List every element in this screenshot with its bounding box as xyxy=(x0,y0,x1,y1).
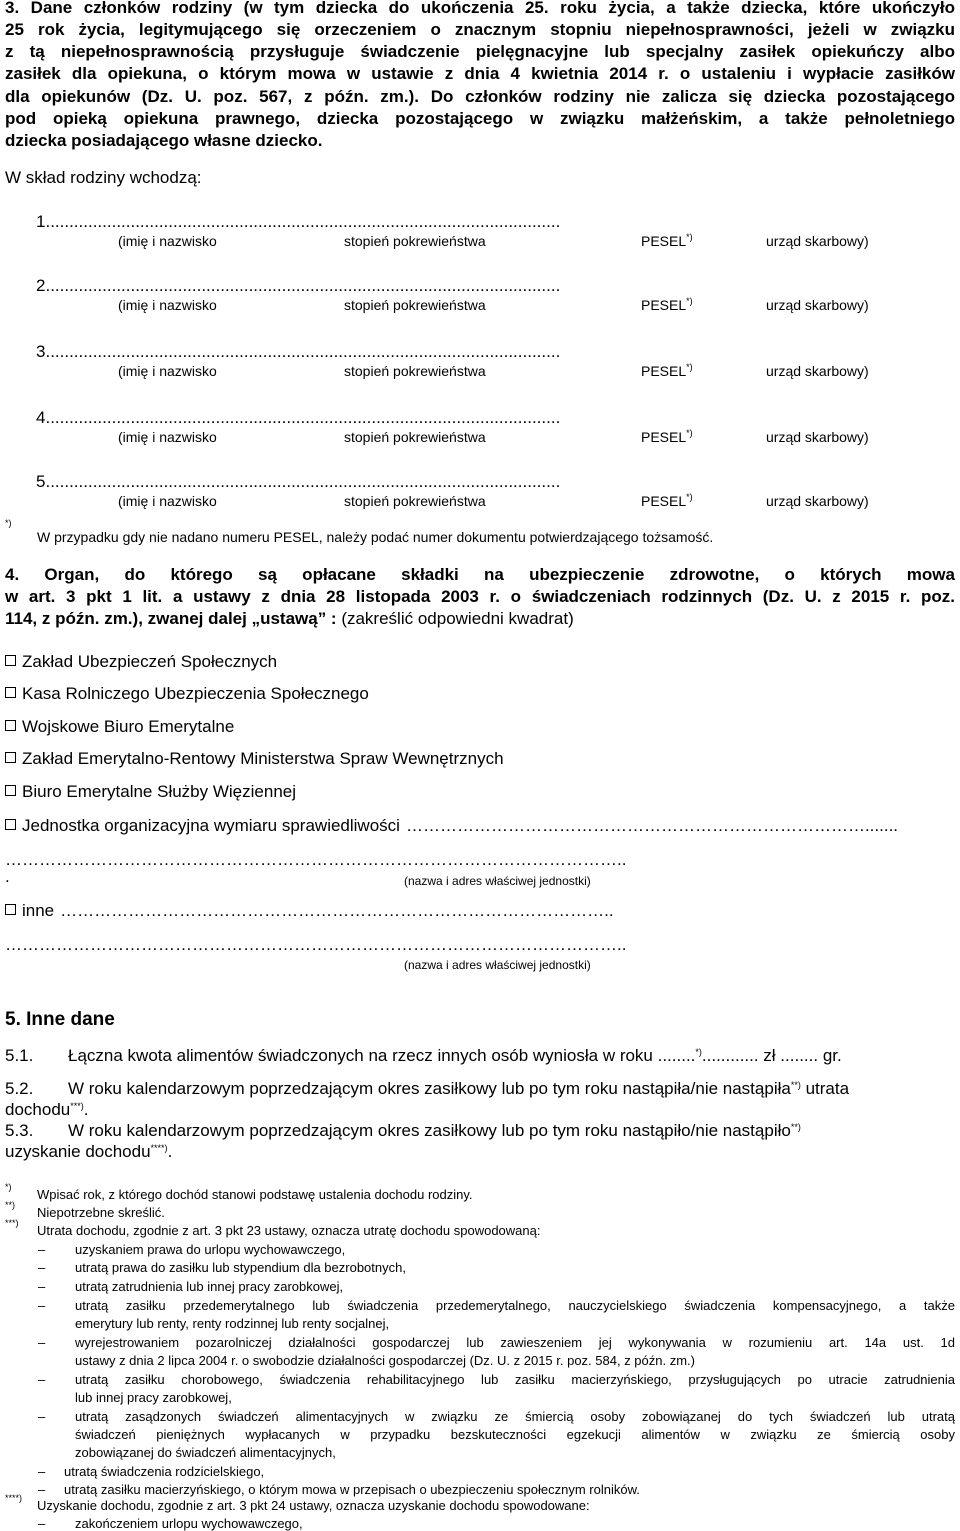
option-bessw[interactable]: Biuro Emerytalne Służby Więziennej xyxy=(5,782,296,802)
dash: – xyxy=(38,1242,46,1257)
footnote-income-loss: Utrata dochodu, zgodnie z art. 3 pkt 23 ustawy, oznacza utratę dochodu spowodowaną: xyxy=(37,1223,541,1238)
list-item: uzyskaniem prawa do urlopu wychowawczego, xyxy=(75,1242,346,1257)
item-5-1-text[interactable]: Łączna kwota alimentów świadczonych na rzecz innych osób wyniosła w roku ........*)............ zł ........ gr. xyxy=(68,1046,842,1065)
caption-name: (imię i nazwisko xyxy=(118,297,217,313)
inne-caption: (nazwa i adres właściwej jednostki) xyxy=(404,958,591,972)
option-zus[interactable]: Zakład Ubezpieczeń Społecznych xyxy=(5,652,277,672)
caption-relation: stopień pokrewieństwa xyxy=(344,233,486,249)
caption-pesel: PESEL*) xyxy=(641,428,693,445)
unit-name-line[interactable]: ……………………………………………………………………………………………….. xyxy=(5,850,627,869)
list-item-cont: emerytury lub renty, renty rodzinnej lub renty socjalnej, xyxy=(75,1316,390,1331)
caption-name: (imię i nazwisko xyxy=(118,493,217,509)
caption-relation: stopień pokrewieństwa xyxy=(344,363,486,379)
footnote-mark: ****) xyxy=(5,1493,23,1503)
item-5-1-num: 5.1. xyxy=(5,1046,34,1065)
dash: – xyxy=(38,1482,46,1497)
caption-pesel: PESEL*) xyxy=(641,492,693,509)
list-item-cont: ustawy z dnia 2 lipca 2004 r. o swobodzie działalności gospodarczej (Dz. U. z 2015 r. poz. 584, z późn. zm.) xyxy=(75,1353,695,1368)
dash: – xyxy=(38,1464,46,1479)
item-5-3-text: W roku kalendarzowym poprzedzającym okres zasiłkowy lub po tym roku nastąpiło/nie nastąpiło**) xyxy=(68,1121,801,1140)
option-jednostka[interactable]: Jednostka organizacyjna wymiaru sprawiedliwości ………………………………………………………………………....... xyxy=(5,816,898,836)
section-4-heading-line: 4. Organ, do którego są opłacane składki na ubezpieczenie zdrowotne, o których mowa xyxy=(5,565,955,584)
caption-office: urząd skarbowy) xyxy=(766,297,869,313)
dash: – xyxy=(38,1516,46,1531)
footnote-mark: **) xyxy=(5,1200,16,1210)
caption-pesel: PESEL*) xyxy=(641,232,693,249)
list-item-cont: świadczeń pieniężnych wypłacanych w przypadku bezskuteczności egzekucji alimentów w związku ze śmiercią osoby xyxy=(75,1427,955,1442)
option-inne[interactable]: inne …………………………………………………………………………………….. xyxy=(5,901,614,921)
item-5-2-text: W roku kalendarzowym poprzedzającym okres zasiłkowy lub po tym roku nastąpiła/nie nastąpiła**) utrata xyxy=(68,1079,850,1098)
member-line[interactable]: 1............................................................................................................. xyxy=(36,212,561,231)
section-4-heading-line: 114, z późn. zm.), zwanej dalej „ustawą” : (zakreślić odpowiedni kwadrat) xyxy=(5,609,574,628)
caption-pesel: PESEL*) xyxy=(641,362,693,379)
family-label: W skład rodziny wchodzą: xyxy=(5,168,202,187)
heading-line: zasiłek dla opiekuna, o którym mowa w ustawie z dnia 4 kwietnia 2014 r. o ustaleniu i wypłacie zasiłków xyxy=(5,64,955,83)
footnote-mark: ***) xyxy=(5,1218,19,1228)
option-wbe[interactable]: Wojskowe Biuro Emerytalne xyxy=(5,717,234,737)
section-5-heading: 5. Inne dane xyxy=(5,1009,115,1030)
caption-pesel: PESEL*) xyxy=(641,296,693,313)
pesel-footnote: W przypadku gdy nie nadano numeru PESEL, należy podać numer dokumentu potwierdzającego tożsamość. xyxy=(37,529,714,545)
dash: – xyxy=(38,1260,46,1275)
caption-name: (imię i nazwisko xyxy=(118,429,217,445)
dash: – xyxy=(38,1409,46,1424)
checkbox[interactable] xyxy=(5,785,16,796)
unit-dot: . xyxy=(5,867,10,886)
unit-caption: (nazwa i adres właściwej jednostki) xyxy=(404,874,591,888)
section-4-heading-line: w art. 3 pkt 1 lit. a ustawy z dnia 28 listopada 2003 r. o świadczeniach rodzinnych (Dz. U. z 2015 r. poz. xyxy=(5,587,955,606)
heading-line: dziecka posiadającego własne dziecko. xyxy=(5,131,323,150)
member-line[interactable]: 5............................................................................................................. xyxy=(36,472,561,491)
footnote-income-gain: Uzyskanie dochodu, zgodnie z art. 3 pkt 24 ustawy, oznacza uzyskanie dochodu spowodowane: xyxy=(37,1498,590,1513)
caption-office: urząd skarbowy) xyxy=(766,363,869,379)
inne-name-line[interactable]: ……………………………………………………………………………………………….. xyxy=(5,935,627,954)
caption-name: (imię i nazwisko xyxy=(118,363,217,379)
footnote-strike: Niepotrzebne skreślić. xyxy=(37,1205,165,1220)
checkbox[interactable] xyxy=(5,655,16,666)
caption-office: urząd skarbowy) xyxy=(766,233,869,249)
dash: – xyxy=(38,1335,46,1350)
list-item-cont: lub innej pracy zarobkowej, xyxy=(75,1390,232,1405)
caption-name: (imię i nazwisko xyxy=(118,233,217,249)
item-5-2-line2: dochodu***). xyxy=(5,1100,89,1119)
member-line[interactable]: 2............................................................................................................. xyxy=(36,276,561,295)
list-item: zakończeniem urlopu wychowawczego, xyxy=(75,1516,303,1531)
checkbox[interactable] xyxy=(5,752,16,763)
heading-line: 3. Dane członków rodziny (w tym dziecka do ukończenia 25. roku życia, a także dziecka, które ukończyło xyxy=(5,0,955,17)
footnote-mark: *) xyxy=(5,1182,12,1192)
member-line[interactable]: 3............................................................................................................. xyxy=(36,342,561,361)
caption-relation: stopień pokrewieństwa xyxy=(344,429,486,445)
checkbox[interactable] xyxy=(5,904,16,915)
item-5-2-num: 5.2. xyxy=(5,1079,34,1098)
list-item-cont: zobowiązanej do świadczeń alimentacyjnych, xyxy=(75,1445,336,1460)
item-5-3-num: 5.3. xyxy=(5,1121,34,1140)
checkbox[interactable] xyxy=(5,819,16,830)
list-item: utratą zatrudnienia lub innej pracy zarobkowej, xyxy=(75,1279,344,1294)
heading-line: pod opieką opiekuna prawnego, dziecka pozostającego w związku małżeńskim, a także pełnoletniego xyxy=(5,109,955,128)
option-zer-mswia[interactable]: Zakład Emerytalno-Rentowy Ministerstwa Spraw Wewnętrznych xyxy=(5,749,504,769)
heading-line: z tą niepełnosprawnością przysługuje świadczenie pielęgnacyjne lub specjalny zasiłek opiekuńczy albo xyxy=(5,42,955,61)
option-krus[interactable]: Kasa Rolniczego Ubezpieczenia Społecznego xyxy=(5,684,369,704)
list-item: utratą zasiłku macierzyńskiego, o którym mowa w przepisach o ubezpieczeniu społecznym rolników. xyxy=(64,1482,640,1497)
dash: – xyxy=(38,1279,46,1294)
item-5-3-line2: uzyskanie dochodu****). xyxy=(5,1142,173,1161)
checkbox[interactable] xyxy=(5,687,16,698)
dash: – xyxy=(38,1372,46,1387)
list-item: wyrejestrowaniem pozarolniczej działalności gospodarczej lub zawieszeniem jej wykonywania w rozumieniu art. 14a ust. 1d xyxy=(75,1335,955,1350)
list-item: utratą prawa do zasiłku lub stypendium dla bezrobotnych, xyxy=(75,1260,406,1275)
list-item: utratą zasiłku przedemerytalnego lub świadczenia przedemerytalnego, nauczycielskiego świadczenia kompensacyjnego, a także xyxy=(75,1298,955,1313)
checkbox[interactable] xyxy=(5,720,16,731)
list-item: utratą zasiłku chorobowego, świadczenia rehabilitacyjnego lub zasiłku macierzyńskiego, przysługujących po utracie zatrudnienia xyxy=(75,1372,955,1387)
dash: – xyxy=(38,1298,46,1313)
caption-office: urząd skarbowy) xyxy=(766,493,869,509)
member-line[interactable]: 4............................................................................................................. xyxy=(36,408,561,427)
footnote-mark: *) xyxy=(5,518,12,528)
caption-relation: stopień pokrewieństwa xyxy=(344,493,486,509)
caption-office: urząd skarbowy) xyxy=(766,429,869,445)
heading-line: dla opiekunów (Dz. U. poz. 567, z późn. zm.). Do członków rodziny nie zalicza się dziecka pozostającego xyxy=(5,87,955,106)
heading-line: 25 rok życia, legitymującego się orzeczeniem o znacznym stopniu niepełnosprawności, jeżeli w związku xyxy=(5,20,955,39)
list-item: utratą świadczenia rodzicielskiego, xyxy=(64,1464,265,1479)
footnote-year: Wpisać rok, z którego dochód stanowi podstawę ustalenia dochodu rodziny. xyxy=(37,1187,473,1202)
caption-relation: stopień pokrewieństwa xyxy=(344,297,486,313)
list-item: utratą zasądzonych świadczeń alimentacyjnych w związku ze śmiercią osoby zobowiązanej do tych świadczeń lub utratą xyxy=(75,1409,955,1424)
